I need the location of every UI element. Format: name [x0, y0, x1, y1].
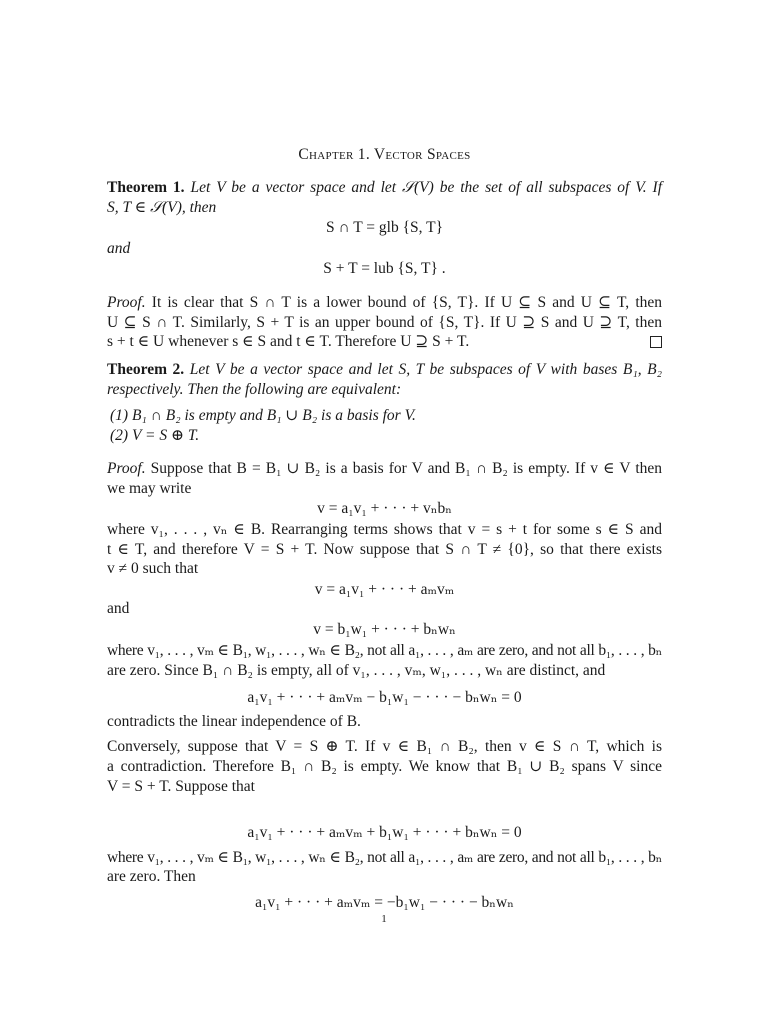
proof-2-line-3: where v₁, . . . , vₙ ∈ B. Rearranging terms shows that v = s + t for some s ∈ S and — [107, 521, 662, 538]
equation: a₁v₁ + · · · + aₘvₘ − b₁w₁ − · · · − bₙwₙ = 0 — [247, 689, 522, 706]
proof-2-line-4: t ∈ T, and therefore V = S + T. Now suppose that S ∩ T ≠ {0}, so that there exists — [107, 541, 662, 558]
proof-2-line-12: where v₁, . . . , vₘ ∈ B₁, w₁, . . . , wₙ ∈ B₂, not all a₁, . . . , aₘ are zero, and not all b₁, . . . , bₙ — [107, 849, 662, 866]
theorem-2-line-2: respectively. Then the following are equivalent: — [107, 381, 402, 398]
proof-1-line-3 — [107, 332, 662, 352]
equation-lub: S + T = lub {S, T} . — [323, 260, 446, 277]
proof-2-line-2: we may write — [107, 480, 192, 497]
theorem-1-text: Let V be a vector space and let 𝒮(V) be the set of all subspaces of V. If — [190, 179, 663, 196]
list-item: (2) V = S ⊕ T. — [110, 427, 200, 444]
proof-2-line-10: a contradiction. Therefore B₁ ∩ B₂ is empty. We know that B₁ ∪ B₂ spans V since — [107, 758, 662, 775]
equation: a₁v₁ + · · · + aₘvₘ = −b₁w₁ − · · · − bₙwₙ — [255, 894, 514, 911]
theorem-1-line-2: S, T ∈ 𝒮(V), then — [107, 199, 217, 216]
proof-2-and: and — [107, 600, 130, 617]
proof-2-line-11: V = S + T. Suppose that — [107, 778, 255, 795]
proof-2-line-5: v ≠ 0 such that — [107, 560, 199, 577]
theorem-2-line-1 — [107, 360, 662, 380]
proof-text: It is clear that S ∩ T is a lower bound of {S, T}. If U ⊆ S and U ⊆ T, then — [151, 294, 663, 311]
chapter-header: Chapter 1. Vector Spaces — [298, 146, 471, 163]
equation: v = a₁v₁ + · · · + aₘvₘ — [314, 581, 455, 598]
proof-text: Suppose that B = B₁ ∪ B₂ is a basis for V and B₁ ∩ B₂ is empty. If v ∈ V then — [150, 460, 663, 477]
theorem-1-label: Theorem 1. — [107, 179, 185, 196]
proof-2-line-7: are zero. Since B₁ ∩ B₂ is empty, all of v₁, . . . , vₘ, w₁, . . . , wₙ are distinct, and — [107, 662, 606, 679]
equation-glb: S ∩ T = glb {S, T} — [325, 219, 444, 236]
proof-text: s + t ∈ U whenever s ∈ S and t ∈ T. Therefore U ⊇ S + T. — [107, 333, 470, 350]
proof-2-line-6: where v₁, . . . , vₘ ∈ B₁, w₁, . . . , wₙ ∈ B₂, not all a₁, . . . , aₘ are zero, and not all b₁, . . . , bₙ — [107, 642, 662, 659]
page-number: 1 — [381, 913, 387, 925]
theorem-2-label: Theorem 2. — [107, 361, 185, 378]
proof-2-line-9: Conversely, suppose that V = S ⊕ T. If v ∈ B₁ ∩ B₂, then v ∈ S ∩ T, which is — [107, 738, 662, 755]
proof-2-line-1 — [107, 459, 662, 479]
equation: v = b₁w₁ + · · · + bₙwₙ — [313, 621, 456, 638]
proof-1-line-1 — [107, 293, 662, 313]
proof-label: Proof. — [107, 460, 146, 477]
list-item: (1) B₁ ∩ B₂ is empty and B₁ ∪ B₂ is a basis for V. — [110, 407, 416, 424]
theorem-1-line-1 — [107, 178, 662, 198]
proof-2-line-8: contradicts the linear independence of B. — [107, 713, 361, 730]
theorem-2-text: Let V be a vector space and let S, T be subspaces of V with bases B₁, B₂ — [189, 361, 663, 378]
theorem-1-and: and — [107, 240, 131, 257]
proof-2-line-13: are zero. Then — [107, 868, 196, 885]
proof-label: Proof. — [107, 294, 146, 311]
equation: a₁v₁ + · · · + aₘvₘ + b₁w₁ + · · · + bₙwₙ = 0 — [247, 824, 522, 841]
qed-box-icon — [650, 336, 662, 348]
proof-1-line-2: U ⊆ S ∩ T. Similarly, S + T is an upper bound of {S, T}. If U ⊇ S and U ⊇ T, then — [107, 314, 662, 331]
equation: v = a₁v₁ + · · · + vₙbₙ — [317, 500, 452, 517]
